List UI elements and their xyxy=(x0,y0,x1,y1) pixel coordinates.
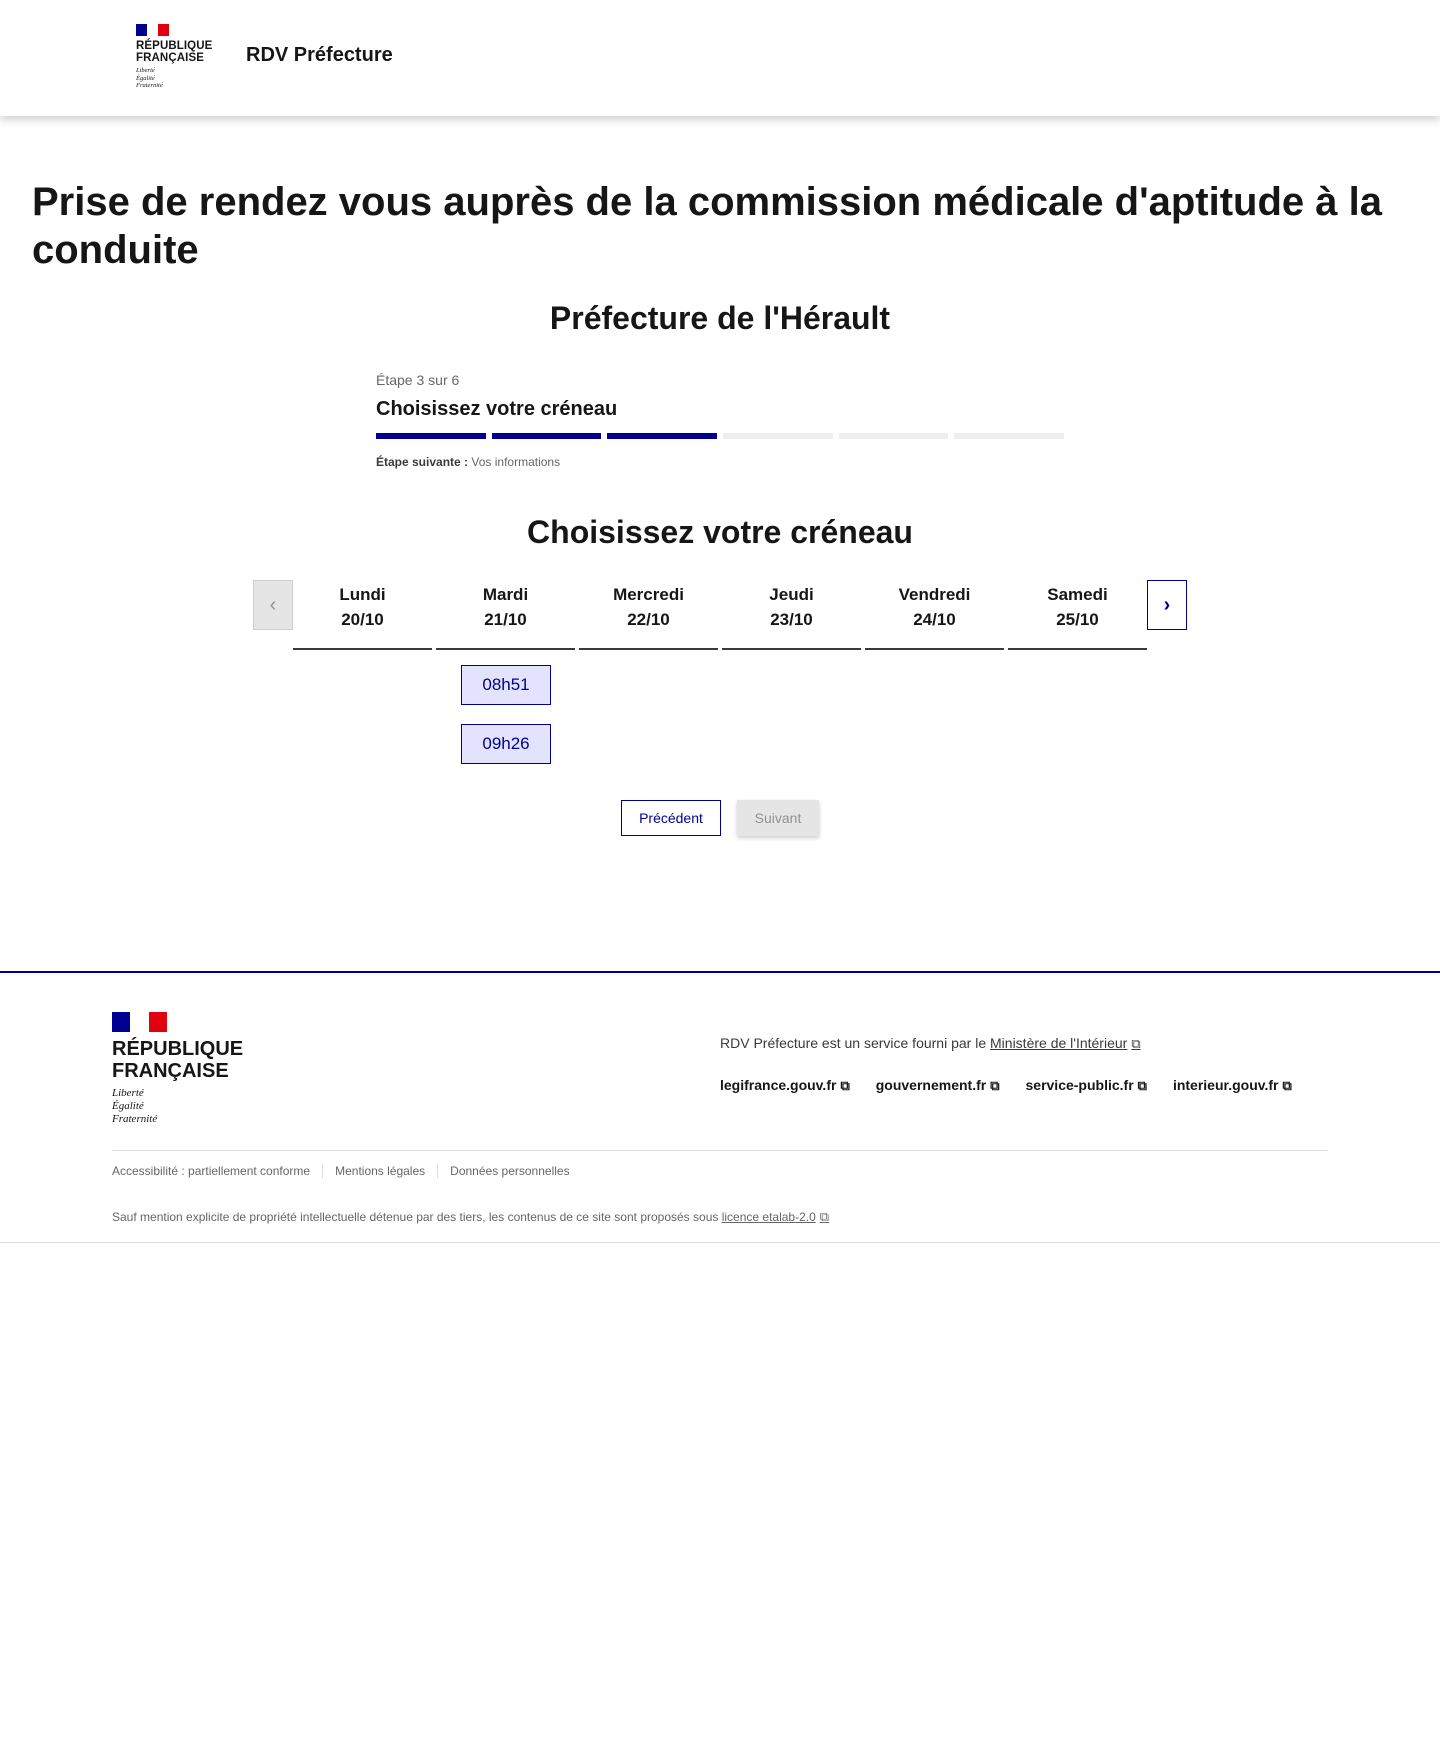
ministere-link[interactable] xyxy=(990,1035,1141,1051)
stepper-title: Choisissez votre créneau xyxy=(376,398,618,420)
footer-republique-francaise-logo[interactable] xyxy=(112,1012,243,1126)
chevron-right-icon: › xyxy=(1163,593,1171,616)
logo-motto xyxy=(136,67,216,90)
time-slot-button[interactable]: 08h51 xyxy=(461,665,551,705)
personal-data-link[interactable]: Données personnelles xyxy=(437,1164,581,1178)
day-name: Mercredi xyxy=(613,585,684,604)
external-link-icon: ⧉ xyxy=(1131,1036,1141,1051)
day-name: Lundi xyxy=(339,585,386,604)
prefecture-title: Préfecture de l'Hérault xyxy=(549,300,891,336)
stepper-segment-done xyxy=(376,433,486,439)
footer-license xyxy=(112,1209,829,1225)
day-date: 22/10 xyxy=(627,610,670,629)
footer-link-label: gouvernement.fr xyxy=(875,1077,987,1093)
footer-link-label: legifrance.gouv.fr xyxy=(720,1077,837,1093)
next-button-disabled[interactable]: Suivant xyxy=(737,800,819,836)
legal-notice-link[interactable]: Mentions légales xyxy=(322,1164,437,1178)
day-name: Mardi xyxy=(482,585,529,604)
day-header xyxy=(722,580,861,650)
day-date: 23/10 xyxy=(770,610,813,629)
footer-link-label: interieur.gouv.fr xyxy=(1172,1077,1279,1093)
footer-description xyxy=(720,1035,1141,1052)
stepper-segment-todo xyxy=(723,433,833,439)
marianne-flag-icon xyxy=(112,1012,167,1032)
stepper-next-value: Vos informations xyxy=(471,455,561,469)
day-columns xyxy=(293,580,1147,650)
external-link-icon: ⧉ xyxy=(840,1078,850,1093)
stepper-next-step xyxy=(376,455,1064,469)
service-title[interactable]: RDV Préfecture xyxy=(246,44,393,66)
footer-link-label: service-public.fr xyxy=(1025,1077,1134,1093)
license-link-label: licence etalab-2.0 xyxy=(721,1210,816,1224)
chevron-left-icon: ‹ xyxy=(269,593,277,616)
day-header xyxy=(293,580,432,650)
day-header xyxy=(436,580,575,650)
day-name: Samedi xyxy=(1047,585,1108,604)
previous-week-button[interactable] xyxy=(253,580,293,630)
day-header xyxy=(1008,580,1147,650)
footer-logo-line-2: FRANÇAISE xyxy=(112,1060,229,1082)
external-link-icon: ⧉ xyxy=(990,1078,1000,1093)
day-header xyxy=(865,580,1004,650)
footer-logo-motto xyxy=(112,1087,243,1126)
day-date: 21/10 xyxy=(484,610,527,629)
motto-egalite: Égalité xyxy=(136,74,155,82)
stepper-next-label: Étape suivante : xyxy=(376,455,469,469)
external-link-icon: ⧉ xyxy=(1282,1078,1292,1093)
motto-egalite: Égalité xyxy=(112,1100,144,1112)
motto-fraternite: Fraternité xyxy=(136,82,163,89)
next-week-button[interactable] xyxy=(1147,580,1187,630)
slot-section-title: Choisissez votre créneau xyxy=(527,514,913,550)
page-title: Prise de rendez vous auprès de la commission médicale d'aptitude à la conduite xyxy=(32,180,1382,272)
footer-link-legifrance[interactable] xyxy=(720,1077,850,1094)
motto-fraternite: Fraternité xyxy=(112,1113,158,1125)
logo-line-2: FRANÇAISE xyxy=(136,52,204,64)
stepper-segment-todo xyxy=(954,433,1064,439)
motto-liberte: Liberté xyxy=(112,1087,144,1099)
site-header xyxy=(0,0,1440,116)
accessibility-link[interactable]: Accessibilité : partiellement conforme xyxy=(112,1164,311,1178)
footer-logo-line-1: RÉPUBLIQUE xyxy=(112,1038,244,1060)
stepper-progress xyxy=(376,433,1064,439)
footer-links xyxy=(720,1077,1292,1094)
external-link-icon: ⧉ xyxy=(819,1209,830,1224)
logo-text xyxy=(136,40,216,64)
footer-link-gouvernement[interactable] xyxy=(876,1077,1000,1094)
stepper-segment-todo xyxy=(839,433,949,439)
stepper-segment-done xyxy=(607,433,717,439)
external-link-icon: ⧉ xyxy=(1137,1078,1147,1093)
site-footer xyxy=(0,971,1440,1243)
stepper-state: Étape 3 sur 6 xyxy=(376,372,460,388)
motto-liberte: Liberté xyxy=(136,67,155,74)
logo-line-1: RÉPUBLIQUE xyxy=(136,40,213,52)
republique-francaise-logo[interactable] xyxy=(136,24,216,94)
day-name: Jeudi xyxy=(769,585,814,604)
footer-link-service-public[interactable] xyxy=(1026,1077,1147,1094)
day-date: 25/10 xyxy=(1056,610,1099,629)
previous-button[interactable]: Précédent xyxy=(621,800,721,836)
footer-bottom-links xyxy=(112,1164,582,1178)
day-name: Vendredi xyxy=(898,585,971,604)
ministere-link-label: Ministère de l'Intérieur xyxy=(990,1035,1128,1051)
day-header xyxy=(579,580,718,650)
footer-description-text: RDV Préfecture est un service fourni par le xyxy=(720,1035,991,1051)
footer-divider xyxy=(112,1150,1328,1151)
footer-logo-text xyxy=(112,1038,243,1082)
time-slot-button[interactable]: 09h26 xyxy=(461,724,551,764)
stepper-segment-done xyxy=(492,433,602,439)
stepper xyxy=(376,372,1064,469)
license-text: Sauf mention explicite de propriété intellectuelle détenue par des tiers, les contenus de ce site sont proposés sous xyxy=(112,1210,722,1224)
footer-link-interieur[interactable] xyxy=(1173,1077,1292,1094)
day-date: 24/10 xyxy=(913,610,956,629)
license-link[interactable] xyxy=(722,1210,829,1224)
day-date: 20/10 xyxy=(341,610,384,629)
marianne-flag-icon xyxy=(136,24,169,36)
